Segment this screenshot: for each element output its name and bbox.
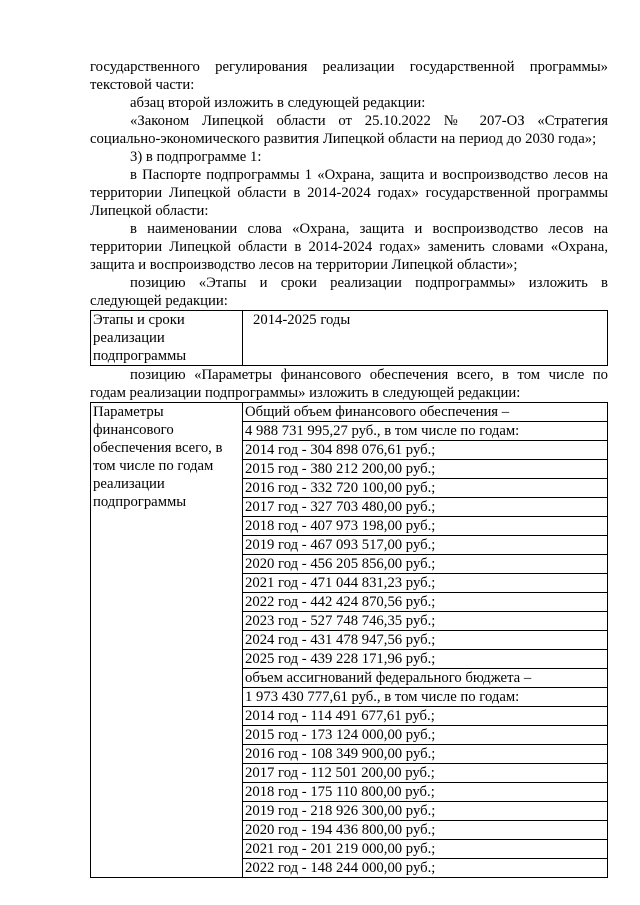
stages-table <box>90 310 608 366</box>
paragraph-4: 3) в подпрограмме 1: <box>130 149 262 165</box>
finance-line: 2021 год - 201 219 000,00 руб.; <box>243 840 607 859</box>
paragraph-1: государственного регулирования реализации государственной программы» текстовой части: <box>90 59 608 93</box>
finance-line: 2017 год - 327 703 480,00 руб.; <box>243 498 607 517</box>
finance-line: 2024 год - 431 478 947,56 руб.; <box>243 631 607 650</box>
finance-line: 2022 год - 148 244 000,00 руб.; <box>245 860 436 876</box>
finance-values-cell <box>243 403 608 878</box>
paragraph-8: позицию «Параметры финансового обеспечения всего, в том числе по годам реализации подпрограммы» изложить в следующей редакции: <box>90 367 608 401</box>
paragraph-7: позицию «Этапы и сроки реализации подпрограммы» изложить в следующей редакции: <box>90 275 608 309</box>
finance-line: 1 973 430 777,61 руб., в том числе по годам: <box>243 688 607 707</box>
finance-line: объем ассигнований федерального бюджета – <box>243 669 607 688</box>
table-row <box>91 311 608 366</box>
stages-value-cell <box>243 311 608 366</box>
finance-line: 2021 год - 471 044 831,23 руб.; <box>243 574 607 593</box>
finance-line: 2023 год - 527 748 746,35 руб.; <box>243 612 607 631</box>
stages-value: 2014-2025 годы <box>253 312 351 328</box>
finance-line: Общий объем финансового обеспечения – <box>243 403 607 422</box>
finance-line: 2025 год - 439 228 171,96 руб.; <box>243 650 607 669</box>
finance-line: 2015 год - 173 124 000,00 руб.; <box>243 726 607 745</box>
finance-line: 2016 год - 108 349 900,00 руб.; <box>243 745 607 764</box>
finance-line: 2018 год - 407 973 198,00 руб.; <box>243 517 607 536</box>
finance-line: 2020 год - 456 205 856,00 руб.; <box>243 555 607 574</box>
paragraph-2: абзац второй изложить в следующей редакции: <box>130 95 426 111</box>
finance-line: 2015 год - 380 212 200,00 руб.; <box>243 460 607 479</box>
finance-line: 2014 год - 304 898 076,61 руб.; <box>243 441 607 460</box>
finance-line: 2018 год - 175 110 800,00 руб.; <box>243 783 607 802</box>
finance-line: 4 988 731 995,27 руб., в том числе по годам: <box>243 422 607 441</box>
finance-label-cell: Параметры финансового обеспечения всего, в том числе по годам реализации подпрограммы <box>91 403 243 878</box>
finance-line: 2019 год - 218 926 300,00 руб.; <box>243 802 607 821</box>
stages-label-cell: Этапы и сроки реализации подпрограммы <box>91 311 243 366</box>
paragraph-5: в Паспорте подпрограммы 1 «Охрана, защита и воспроизводство лесов на территории Липецкой области в 2014-2024 годах» государственной программы Липецкой области: <box>90 167 608 219</box>
finance-line: 2014 год - 114 491 677,61 руб.; <box>243 707 607 726</box>
finance-line: 2020 год - 194 436 800,00 руб.; <box>243 821 607 840</box>
finance-table <box>90 402 608 878</box>
paragraph-3: «Законом Липецкой области от 25.10.2022 № 207-ОЗ «Стратегия социально-экономического развития Липецкой области на период до 2030 года»; <box>90 113 608 147</box>
document-page <box>90 58 608 878</box>
finance-line: 2016 год - 332 720 100,00 руб.; <box>243 479 607 498</box>
finance-line: 2017 год - 112 501 200,00 руб.; <box>243 764 607 783</box>
finance-line: 2019 год - 467 093 517,00 руб.; <box>243 536 607 555</box>
paragraph-6: в наименовании слова «Охрана, защита и воспроизводство лесов на территории Липецкой области в 2014-2024 годах» заменить словами «Охрана, защита и воспроизводство лесов на территории Липецкой области»; <box>90 221 608 273</box>
table-row <box>91 403 608 878</box>
finance-line: 2022 год - 442 424 870,56 руб.; <box>243 593 607 612</box>
